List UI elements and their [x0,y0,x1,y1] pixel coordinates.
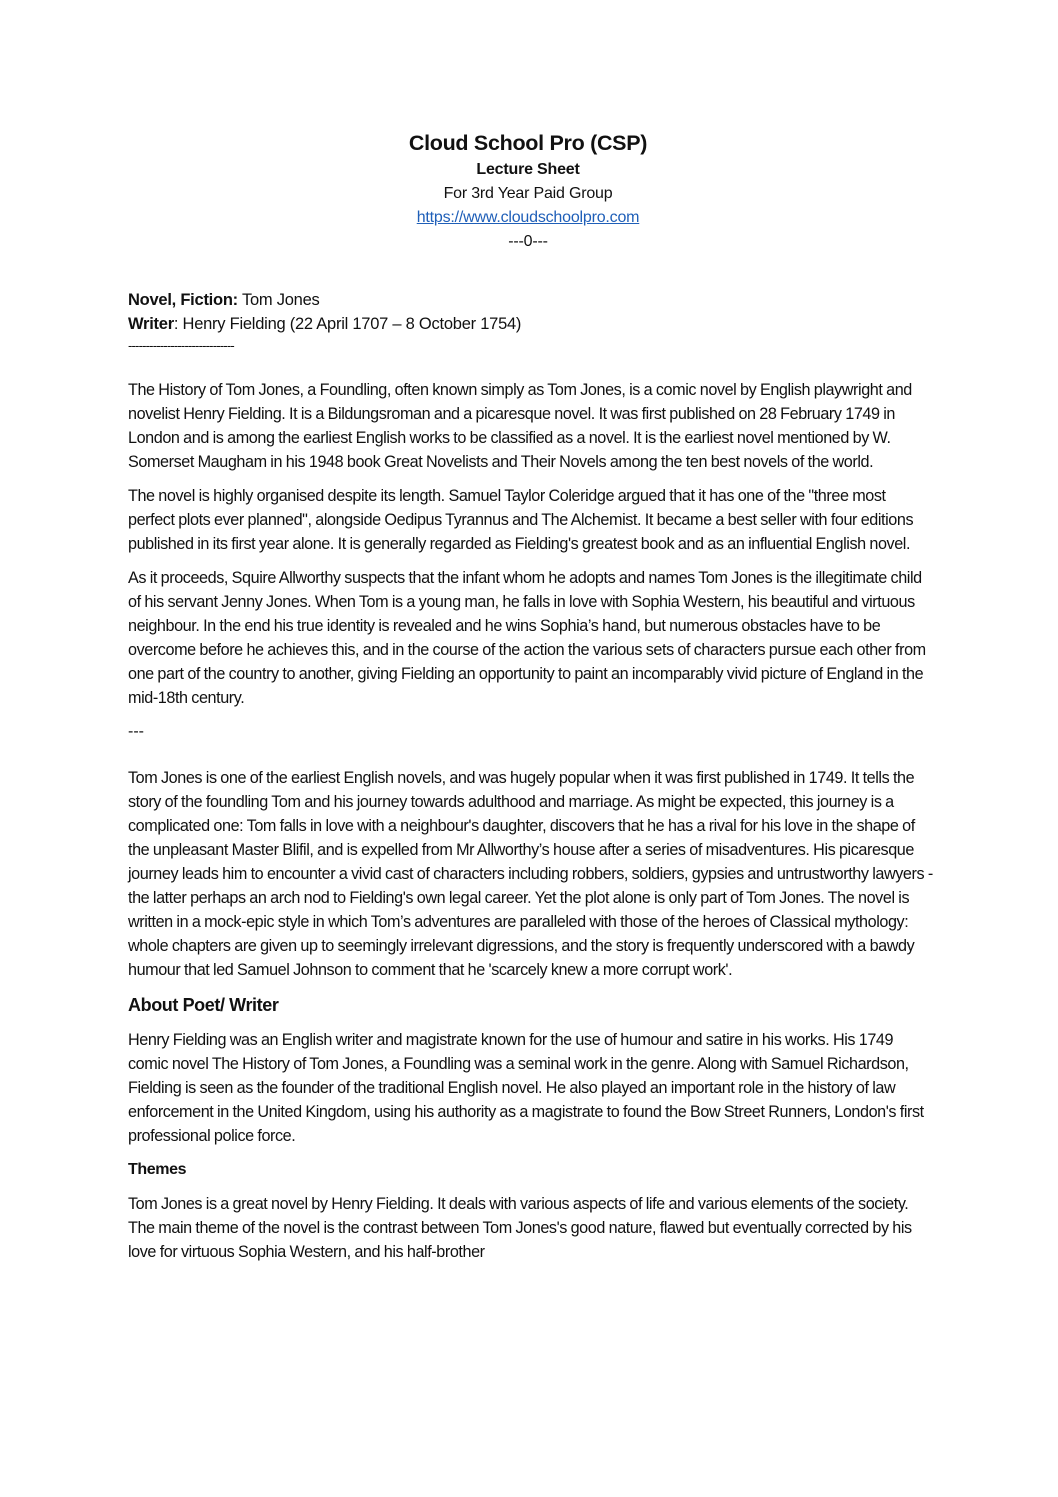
novel-line [128,288,934,312]
themes-heading: Themes [128,1161,187,1178]
summary-paragraph: Tom Jones is one of the earliest English novels, and was hugely popular when it was first published in 1749. It tells the story of the foundling Tom and his journey towards adulthood and marriage. As might be expected, this journey is a complicated one: Tom falls in love with a neighbour's daughter, discovers that he has a rival for his love in the shape of the unpleasant Master Blifil, and is expelled from Mr Allworthy’s house after a series of misadventures. His picaresque journey leads him to encounter a vivid cast of characters including robbers, soldiers, gypsies and untrustworthy lawyers - the latter perhaps an arch nod to Fielding's own legal career. Yet the plot alone is only part of Tom Jones. The novel is written in a mock-epic style in which Tom’s adventures are paralleled with those of the heroes of Classical mythology: whole chapters are given up to seemingly irrelevant digressions, and the story is frequently underscored with a bawdy humour that led Samuel Johnson to comment that he 'scarcely knew a more corrupt work'. [128,769,933,979]
header-separator: ---0--- [508,233,548,250]
writer-line [128,312,934,336]
about-writer-paragraph: Henry Fielding was an English writer and magistrate known for the use of humour and satire in his works. His 1749 comic novel The History of Tom Jones, a Foundling was a seminal work in the genre. Along with Samuel Richardson, Fielding is seen as the founder of the traditional English novel. He also played an important role in the history of law enforcement in the United Kingdom, using his authority as a magistrate to found the Bow Street Runners, London's first professional police force. [128,1031,924,1145]
meta-divider: ------------------------------ [128,338,234,353]
document-page [128,128,934,1274]
document-title: Cloud School Pro (CSP) [408,131,648,155]
novel-label: Novel, Fiction: [128,291,238,309]
story-paragraph: As it proceeds, Squire Allworthy suspects that the infant whom he adopts and names Tom Jones is the illegitimate child of his servant Jenny Jones. When Tom is a young man, he falls in love with Sophia Western, his beautiful and virtuous neighbour. In the end his true identity is revealed and he wins Sophia’s hand, but numerous obstacles have to be overcome before he achieves this, and in the course of the action the various sets of characters pursue each other from one part of the country to another, giving Fielding an opportunity to paint an incomparably vivid picture of England in the mid-18th century. [128,569,926,707]
website-line [122,206,934,230]
target-group: For 3rd Year Paid Group [443,185,613,202]
about-writer-heading: About Poet/ Writer [128,995,279,1015]
intro-paragraph: The History of Tom Jones, a Foundling, often known simply as Tom Jones, is a comic novel by English playwright and novelist Henry Fielding. It is a Bildungsroman and a picaresque novel. It was first published on 28 February 1749 in London and is among the earliest English works to be classified as a novel. It is the earliest novel mentioned by W. Somerset Maugham in his 1948 book Great Novelists and Their Novels among the ten best novels of the world. [128,381,912,471]
novel-value: Tom Jones [237,291,320,309]
section-separator: --- [128,723,144,740]
plot-paragraph: The novel is highly organised despite its length. Samuel Taylor Coleridge argued that it has one of the "three most perfect plots ever planned", alongside Oedipus Tyrannus and The Alchemist. It became a best seller with four editions published in its first year alone. It is generally regarded as Fielding's greatest book and as an influential English novel. [128,487,914,553]
book-meta [128,288,934,356]
document-header [122,128,934,254]
document-subtitle: Lecture Sheet [476,161,580,178]
themes-paragraph: Tom Jones is a great novel by Henry Fielding. It deals with various aspects of life and various elements of the society. The main theme of the novel is the contrast between Tom Jones's good nature, flawed but eventually corrected by his love for virtuous Sophia Western, and his half-brother [128,1195,912,1261]
writer-value: : Henry Fielding (22 April 1707 – 8 October 1754) [173,315,522,333]
website-link[interactable]: https://www.cloudschoolpro.com [416,209,640,226]
writer-label: Writer [128,315,174,333]
